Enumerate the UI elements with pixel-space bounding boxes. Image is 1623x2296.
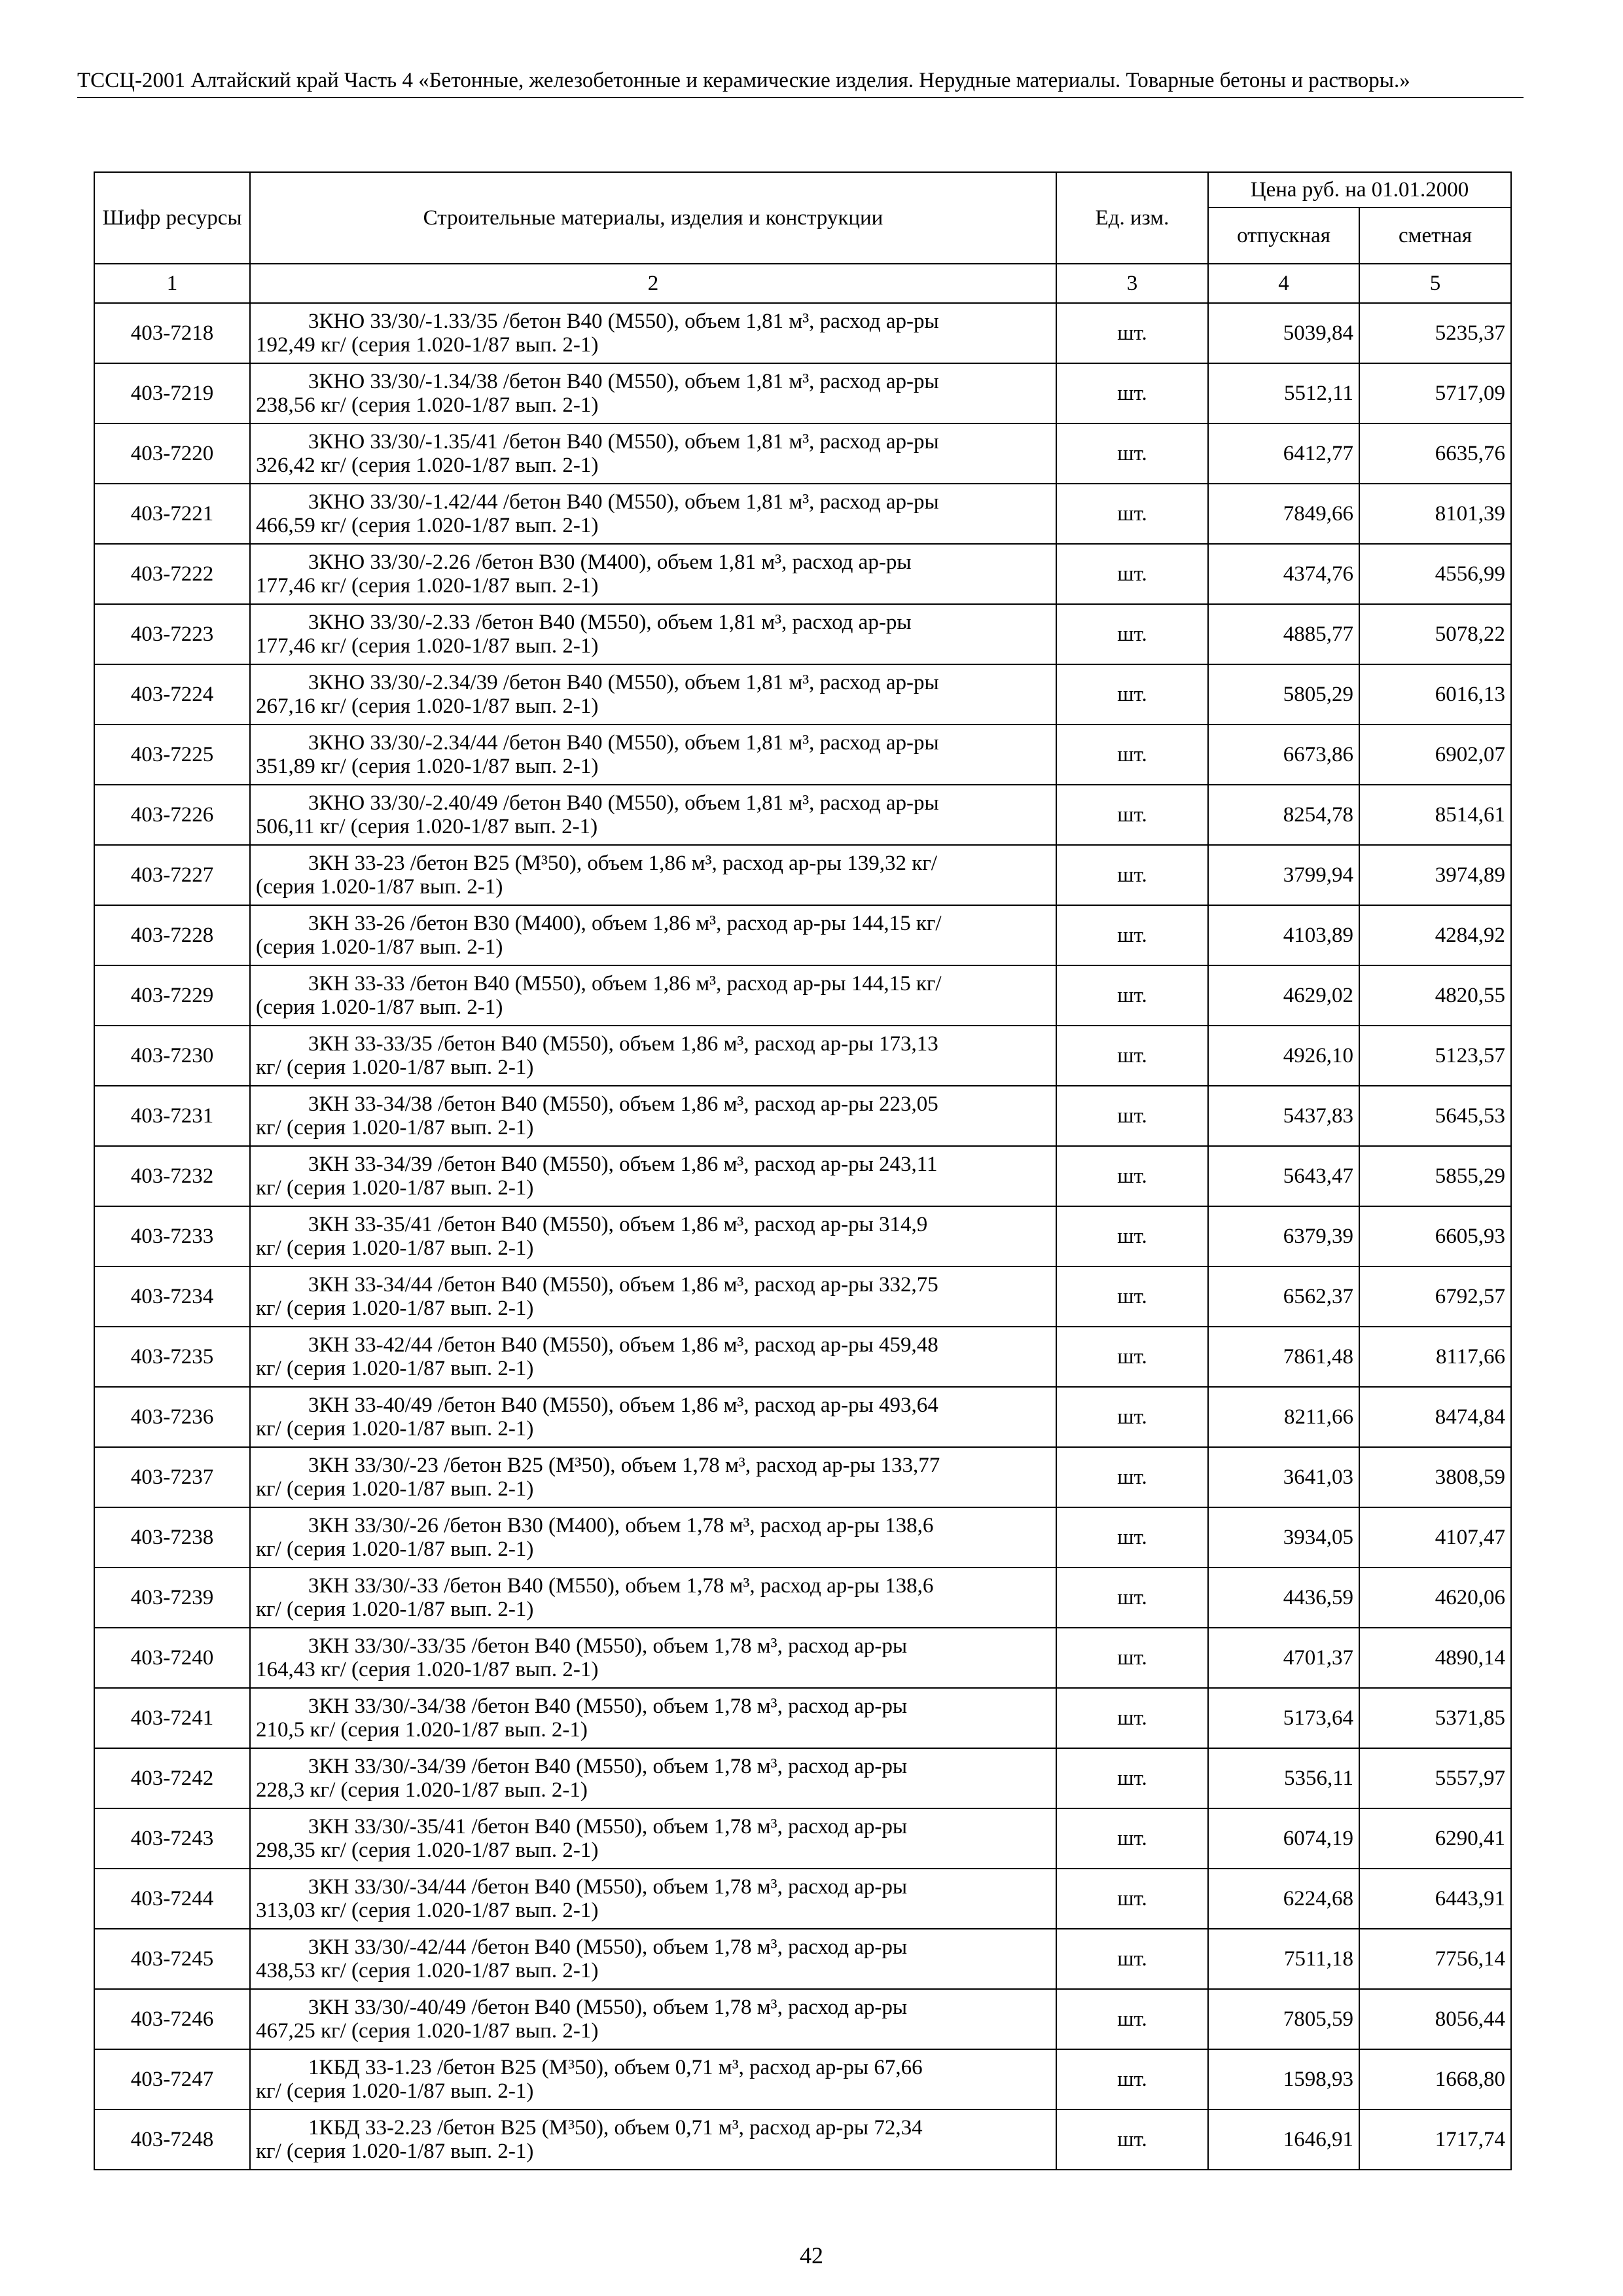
release-price: 5356,11 — [1208, 1748, 1359, 1808]
description-line: 3КН 33-42/44 /бетон В40 (М550), объем 1,86 м³, расход ар-ры 459,48 — [308, 1333, 938, 1357]
table-row — [94, 725, 1511, 785]
unit-of-measure: шт. — [1056, 845, 1208, 905]
unit-of-measure: шт. — [1056, 484, 1208, 544]
description-line: 3КН 33/30/-34/38 /бетон В40 (М550), объем 1,78 м³, расход ар-ры — [308, 1695, 908, 1718]
estimate-price: 3974,89 — [1359, 845, 1511, 905]
header-unit: Ед. изм. — [1056, 172, 1208, 264]
estimate-price: 5557,97 — [1359, 1748, 1511, 1808]
estimate-price: 4620,06 — [1359, 1568, 1511, 1628]
unit-of-measure: шт. — [1056, 1989, 1208, 2049]
description-line: 238,56 кг/ (серия 1.020-1/87 вып. 2-1) — [256, 393, 599, 417]
unit-of-measure: шт. — [1056, 1869, 1208, 1929]
resource-code: 403-7240 — [94, 1628, 250, 1688]
release-price: 4436,59 — [1208, 1568, 1359, 1628]
resource-code: 403-7244 — [94, 1869, 250, 1929]
table-row — [94, 2049, 1511, 2109]
description-line: 228,3 кг/ (серия 1.020-1/87 вып. 2-1) — [256, 1778, 588, 1802]
description-line: кг/ (серия 1.020-1/87 вып. 2-1) — [256, 1297, 534, 1320]
table-row — [94, 1146, 1511, 1206]
unit-of-measure: шт. — [1056, 664, 1208, 725]
estimate-price: 8117,66 — [1359, 1327, 1511, 1387]
description-line: 3КН 33/30/-33 /бетон В40 (М550), объем 1,78 м³, расход ар-ры 138,6 — [308, 1574, 934, 1598]
unit-of-measure: шт. — [1056, 1507, 1208, 1568]
estimate-price: 8101,39 — [1359, 484, 1511, 544]
resource-code: 403-7229 — [94, 965, 250, 1026]
unit-of-measure: шт. — [1056, 1086, 1208, 1146]
description-line: 177,46 кг/ (серия 1.020-1/87 вып. 2-1) — [256, 574, 599, 598]
resource-code: 403-7246 — [94, 1989, 250, 2049]
column-number: 5 — [1359, 264, 1511, 303]
material-description — [250, 1327, 1056, 1387]
material-description — [250, 1206, 1056, 1266]
description-line: (серия 1.020-1/87 вып. 2-1) — [256, 875, 503, 899]
description-line: 3КНО 33/30/-1.34/38 /бетон В40 (М550), объем 1,81 м³, расход ар-ры — [308, 370, 939, 393]
estimate-price: 8514,61 — [1359, 785, 1511, 845]
unit-of-measure: шт. — [1056, 1568, 1208, 1628]
estimate-price: 5645,53 — [1359, 1086, 1511, 1146]
resource-code: 403-7224 — [94, 664, 250, 725]
header-name: Строительные материалы, изделия и конструкции — [250, 172, 1056, 264]
table-row — [94, 1929, 1511, 1989]
header-price: Цена руб. на 01.01.2000 — [1208, 172, 1511, 207]
resource-code: 403-7226 — [94, 785, 250, 845]
description-line: 3КН 33/30/-26 /бетон В30 (М400), объем 1,78 м³, расход ар-ры 138,6 — [308, 1514, 934, 1537]
table-row — [94, 1748, 1511, 1808]
table-row — [94, 845, 1511, 905]
table-row — [94, 1026, 1511, 1086]
unit-of-measure: шт. — [1056, 544, 1208, 604]
table-row — [94, 1808, 1511, 1869]
resource-code: 403-7232 — [94, 1146, 250, 1206]
column-number: 4 — [1208, 264, 1359, 303]
table-row — [94, 363, 1511, 423]
resource-code: 403-7220 — [94, 423, 250, 484]
unit-of-measure: шт. — [1056, 1688, 1208, 1748]
description-line: 3КН 33-33 /бетон В40 (М550), объем 1,86 м³, расход ар-ры 144,15 кг/ — [308, 972, 942, 996]
material-description — [250, 484, 1056, 544]
release-price: 7805,59 — [1208, 1989, 1359, 2049]
unit-of-measure: шт. — [1056, 303, 1208, 363]
estimate-price: 1668,80 — [1359, 2049, 1511, 2109]
resource-code: 403-7227 — [94, 845, 250, 905]
resource-code: 403-7238 — [94, 1507, 250, 1568]
resource-code: 403-7225 — [94, 725, 250, 785]
table-row — [94, 1086, 1511, 1146]
price-table — [94, 171, 1512, 2170]
description-line: 466,59 кг/ (серия 1.020-1/87 вып. 2-1) — [256, 514, 599, 537]
release-price: 6562,37 — [1208, 1266, 1359, 1327]
table-row — [94, 1568, 1511, 1628]
description-line: 3КН 33/30/-33/35 /бетон В40 (М550), объем 1,78 м³, расход ар-ры — [308, 1634, 908, 1658]
description-line: кг/ (серия 1.020-1/87 вып. 2-1) — [256, 1176, 534, 1200]
release-price: 1646,91 — [1208, 2109, 1359, 2170]
resource-code: 403-7237 — [94, 1447, 250, 1507]
release-price: 5805,29 — [1208, 664, 1359, 725]
resource-code: 403-7223 — [94, 604, 250, 664]
estimate-price: 6635,76 — [1359, 423, 1511, 484]
release-price: 5039,84 — [1208, 303, 1359, 363]
material-description — [250, 725, 1056, 785]
resource-code: 403-7242 — [94, 1748, 250, 1808]
description-line: 3КН 33-26 /бетон В30 (М400), объем 1,86 м³, расход ар-ры 144,15 кг/ — [308, 912, 942, 935]
description-line: 3КН 33-33/35 /бетон В40 (М550), объем 1,86 м³, расход ар-ры 173,13 — [308, 1032, 938, 1056]
description-line: 1КБД 33-1.23 /бетон В25 (М³50), объем 0,71 м³, расход ар-ры 67,66 — [308, 2056, 923, 2079]
unit-of-measure: шт. — [1056, 363, 1208, 423]
material-description — [250, 1026, 1056, 1086]
description-line: 3КН 33-23 /бетон В25 (М³50), объем 1,86 м³, расход ар-ры 139,32 кг/ — [308, 852, 937, 875]
release-price: 7849,66 — [1208, 484, 1359, 544]
material-description — [250, 544, 1056, 604]
estimate-price: 6443,91 — [1359, 1869, 1511, 1929]
description-line: 3КНО 33/30/-2.34/44 /бетон В40 (М550), объем 1,81 м³, расход ар-ры — [308, 731, 939, 755]
description-line: 164,43 кг/ (серия 1.020-1/87 вып. 2-1) — [256, 1658, 599, 1681]
description-line: 3КНО 33/30/-1.42/44 /бетон В40 (М550), объем 1,81 м³, расход ар-ры — [308, 490, 939, 514]
material-description — [250, 1146, 1056, 1206]
estimate-price: 6792,57 — [1359, 1266, 1511, 1327]
header-release-price: отпускная — [1208, 207, 1359, 264]
table-row — [94, 1869, 1511, 1929]
table-row — [94, 664, 1511, 725]
material-description — [250, 423, 1056, 484]
table-row — [94, 1507, 1511, 1568]
estimate-price: 5123,57 — [1359, 1026, 1511, 1086]
release-price: 7861,48 — [1208, 1327, 1359, 1387]
resource-code: 403-7235 — [94, 1327, 250, 1387]
release-price: 3934,05 — [1208, 1507, 1359, 1568]
estimate-price: 5855,29 — [1359, 1146, 1511, 1206]
table-row — [94, 1989, 1511, 2049]
estimate-price: 4890,14 — [1359, 1628, 1511, 1688]
table-row — [94, 1387, 1511, 1447]
material-description — [250, 1628, 1056, 1688]
release-price: 4885,77 — [1208, 604, 1359, 664]
table-row — [94, 905, 1511, 965]
resource-code: 403-7234 — [94, 1266, 250, 1327]
release-price: 3641,03 — [1208, 1447, 1359, 1507]
header-estimate-price: сметная — [1359, 207, 1511, 264]
resource-code: 403-7245 — [94, 1929, 250, 1989]
description-line: 3КНО 33/30/-2.33 /бетон В40 (М550), объем 1,81 м³, расход ар-ры — [308, 611, 912, 634]
description-line: 298,35 кг/ (серия 1.020-1/87 вып. 2-1) — [256, 1839, 599, 1862]
estimate-price: 5078,22 — [1359, 604, 1511, 664]
unit-of-measure: шт. — [1056, 2049, 1208, 2109]
description-line: 3КН 33-34/39 /бетон В40 (М550), объем 1,86 м³, расход ар-ры 243,11 — [308, 1153, 938, 1176]
table-row — [94, 1628, 1511, 1688]
resource-code: 403-7221 — [94, 484, 250, 544]
material-description — [250, 2049, 1056, 2109]
description-line: кг/ (серия 1.020-1/87 вып. 2-1) — [256, 1056, 534, 1079]
release-price: 8254,78 — [1208, 785, 1359, 845]
unit-of-measure: шт. — [1056, 965, 1208, 1026]
description-line: кг/ (серия 1.020-1/87 вып. 2-1) — [256, 1236, 534, 1260]
resource-code: 403-7231 — [94, 1086, 250, 1146]
unit-of-measure: шт. — [1056, 785, 1208, 845]
description-line: 3КНО 33/30/-2.26 /бетон В30 (М400), объем 1,81 м³, расход ар-ры — [308, 550, 912, 574]
release-price: 8211,66 — [1208, 1387, 1359, 1447]
table-row — [94, 1206, 1511, 1266]
estimate-price: 5371,85 — [1359, 1688, 1511, 1748]
description-line: 3КНО 33/30/-1.33/35 /бетон В40 (М550), объем 1,81 м³, расход ар-ры — [308, 310, 939, 333]
material-description — [250, 1447, 1056, 1507]
resource-code: 403-7228 — [94, 905, 250, 965]
description-line: 267,16 кг/ (серия 1.020-1/87 вып. 2-1) — [256, 694, 599, 718]
resource-code: 403-7236 — [94, 1387, 250, 1447]
description-line: 313,03 кг/ (серия 1.020-1/87 вып. 2-1) — [256, 1899, 599, 1922]
description-line: 1КБД 33-2.23 /бетон В25 (М³50), объем 0,71 м³, расход ар-ры 72,34 — [308, 2116, 923, 2140]
description-line: 467,25 кг/ (серия 1.020-1/87 вып. 2-1) — [256, 2019, 599, 2043]
column-number: 1 — [94, 264, 250, 303]
description-line: 210,5 кг/ (серия 1.020-1/87 вып. 2-1) — [256, 1718, 588, 1742]
material-description — [250, 1387, 1056, 1447]
table-row — [94, 1447, 1511, 1507]
release-price: 7511,18 — [1208, 1929, 1359, 1989]
material-description — [250, 1808, 1056, 1869]
description-line: 3КН 33/30/-40/49 /бетон В40 (М550), объем 1,78 м³, расход ар-ры — [308, 1996, 908, 2019]
unit-of-measure: шт. — [1056, 1206, 1208, 1266]
description-line: кг/ (серия 1.020-1/87 вып. 2-1) — [256, 1477, 534, 1501]
resource-code: 403-7247 — [94, 2049, 250, 2109]
description-line: кг/ (серия 1.020-1/87 вып. 2-1) — [256, 1116, 534, 1139]
unit-of-measure: шт. — [1056, 1026, 1208, 1086]
resource-code: 403-7222 — [94, 544, 250, 604]
unit-of-measure: шт. — [1056, 1327, 1208, 1387]
resource-code: 403-7230 — [94, 1026, 250, 1086]
table-row — [94, 1266, 1511, 1327]
description-line: 3КН 33/30/-35/41 /бетон В40 (М550), объем 1,78 м³, расход ар-ры — [308, 1815, 908, 1839]
resource-code: 403-7241 — [94, 1688, 250, 1748]
estimate-price: 6902,07 — [1359, 725, 1511, 785]
description-line: (серия 1.020-1/87 вып. 2-1) — [256, 935, 503, 959]
unit-of-measure: шт. — [1056, 1387, 1208, 1447]
page-number: 42 — [800, 2242, 823, 2269]
material-description — [250, 363, 1056, 423]
estimate-price: 7756,14 — [1359, 1929, 1511, 1989]
description-line: кг/ (серия 1.020-1/87 вып. 2-1) — [256, 2079, 534, 2103]
estimate-price: 6016,13 — [1359, 664, 1511, 725]
estimate-price: 8474,84 — [1359, 1387, 1511, 1447]
description-line: кг/ (серия 1.020-1/87 вып. 2-1) — [256, 1417, 534, 1441]
unit-of-measure: шт. — [1056, 1808, 1208, 1869]
unit-of-measure: шт. — [1056, 1628, 1208, 1688]
release-price: 4701,37 — [1208, 1628, 1359, 1688]
column-number: 2 — [250, 264, 1056, 303]
table-row — [94, 423, 1511, 484]
release-price: 5643,47 — [1208, 1146, 1359, 1206]
estimate-price: 8056,44 — [1359, 1989, 1511, 2049]
table-row — [94, 1327, 1511, 1387]
release-price: 6379,39 — [1208, 1206, 1359, 1266]
material-description — [250, 1688, 1056, 1748]
estimate-price: 4820,55 — [1359, 965, 1511, 1026]
description-line: кг/ (серия 1.020-1/87 вып. 2-1) — [256, 1357, 534, 1380]
material-description — [250, 845, 1056, 905]
description-line: кг/ (серия 1.020-1/87 вып. 2-1) — [256, 1598, 534, 1621]
material-description — [250, 604, 1056, 664]
resource-code: 403-7243 — [94, 1808, 250, 1869]
description-line: 3КН 33/30/-34/44 /бетон В40 (М550), объем 1,78 м³, расход ар-ры — [308, 1875, 908, 1899]
release-price: 3799,94 — [1208, 845, 1359, 905]
table-row — [94, 303, 1511, 363]
resource-code: 403-7248 — [94, 2109, 250, 2170]
description-line: 3КНО 33/30/-2.40/49 /бетон В40 (М550), объем 1,81 м³, расход ар-ры — [308, 791, 939, 815]
description-line: 3КН 33-40/49 /бетон В40 (М550), объем 1,86 м³, расход ар-ры 493,64 — [308, 1393, 938, 1417]
estimate-price: 6605,93 — [1359, 1206, 1511, 1266]
material-description — [250, 1989, 1056, 2049]
description-line: кг/ (серия 1.020-1/87 вып. 2-1) — [256, 2140, 534, 2163]
material-description — [250, 1568, 1056, 1628]
table-row — [94, 1688, 1511, 1748]
description-line: кг/ (серия 1.020-1/87 вып. 2-1) — [256, 1537, 534, 1561]
description-line: 3КНО 33/30/-1.35/41 /бетон В40 (М550), объем 1,81 м³, расход ар-ры — [308, 430, 939, 454]
release-price: 6224,68 — [1208, 1869, 1359, 1929]
unit-of-measure: шт. — [1056, 1146, 1208, 1206]
description-line: 177,46 кг/ (серия 1.020-1/87 вып. 2-1) — [256, 634, 599, 658]
material-description — [250, 905, 1056, 965]
table-row — [94, 604, 1511, 664]
table-row — [94, 2109, 1511, 2170]
release-price: 4374,76 — [1208, 544, 1359, 604]
description-line: 326,42 кг/ (серия 1.020-1/87 вып. 2-1) — [256, 454, 599, 477]
unit-of-measure: шт. — [1056, 604, 1208, 664]
unit-of-measure: шт. — [1056, 2109, 1208, 2170]
estimate-price: 5717,09 — [1359, 363, 1511, 423]
material-description — [250, 1266, 1056, 1327]
estimate-price: 4556,99 — [1359, 544, 1511, 604]
estimate-price: 5235,37 — [1359, 303, 1511, 363]
estimate-price: 4107,47 — [1359, 1507, 1511, 1568]
description-line: 3КН 33/30/-23 /бетон В25 (М³50), объем 1,78 м³, расход ар-ры 133,77 — [308, 1454, 940, 1477]
table-row — [94, 785, 1511, 845]
material-description — [250, 1748, 1056, 1808]
description-line: 3КНО 33/30/-2.34/39 /бетон В40 (М550), объем 1,81 м³, расход ар-ры — [308, 671, 939, 694]
release-price: 6673,86 — [1208, 725, 1359, 785]
resource-code: 403-7219 — [94, 363, 250, 423]
unit-of-measure: шт. — [1056, 1929, 1208, 1989]
estimate-price: 1717,74 — [1359, 2109, 1511, 2170]
unit-of-measure: шт. — [1056, 1748, 1208, 1808]
table-row — [94, 544, 1511, 604]
material-description — [250, 2109, 1056, 2170]
unit-of-measure: шт. — [1056, 423, 1208, 484]
column-number: 3 — [1056, 264, 1208, 303]
document-header: ТССЦ-2001 Алтайский край Часть 4 «Бетонные, железобетонные и керамические изделия. Нерудные материалы. Товарные бетоны и растворы.» — [77, 68, 1524, 98]
release-price: 4926,10 — [1208, 1026, 1359, 1086]
estimate-price: 6290,41 — [1359, 1808, 1511, 1869]
release-price: 5173,64 — [1208, 1688, 1359, 1748]
description-line: 351,89 кг/ (серия 1.020-1/87 вып. 2-1) — [256, 755, 599, 778]
release-price: 1598,93 — [1208, 2049, 1359, 2109]
description-line: 3КН 33/30/-34/39 /бетон В40 (М550), объем 1,78 м³, расход ар-ры — [308, 1755, 908, 1778]
description-line: 3КН 33-34/38 /бетон В40 (М550), объем 1,86 м³, расход ар-ры 223,05 — [308, 1092, 938, 1116]
material-description — [250, 785, 1056, 845]
estimate-price: 4284,92 — [1359, 905, 1511, 965]
estimate-price: 3808,59 — [1359, 1447, 1511, 1507]
description-line: 438,53 кг/ (серия 1.020-1/87 вып. 2-1) — [256, 1959, 599, 1982]
release-price: 4103,89 — [1208, 905, 1359, 965]
header-code: Шифр ресурсы — [94, 172, 250, 264]
material-description — [250, 965, 1056, 1026]
material-description — [250, 1929, 1056, 1989]
resource-code: 403-7218 — [94, 303, 250, 363]
material-description — [250, 303, 1056, 363]
resource-code: 403-7233 — [94, 1206, 250, 1266]
table-row — [94, 484, 1511, 544]
table-row — [94, 965, 1511, 1026]
material-description — [250, 664, 1056, 725]
material-description — [250, 1869, 1056, 1929]
release-price: 5437,83 — [1208, 1086, 1359, 1146]
description-line: (серия 1.020-1/87 вып. 2-1) — [256, 996, 503, 1019]
release-price: 4629,02 — [1208, 965, 1359, 1026]
description-line: 192,49 кг/ (серия 1.020-1/87 вып. 2-1) — [256, 333, 599, 357]
unit-of-measure: шт. — [1056, 725, 1208, 785]
unit-of-measure: шт. — [1056, 1447, 1208, 1507]
material-description — [250, 1086, 1056, 1146]
material-description — [250, 1507, 1056, 1568]
description-line: 506,11 кг/ (серия 1.020-1/87 вып. 2-1) — [256, 815, 598, 838]
release-price: 6074,19 — [1208, 1808, 1359, 1869]
description-line: 3КН 33-34/44 /бетон В40 (М550), объем 1,86 м³, расход ар-ры 332,75 — [308, 1273, 938, 1297]
resource-code: 403-7239 — [94, 1568, 250, 1628]
release-price: 5512,11 — [1208, 363, 1359, 423]
release-price: 6412,77 — [1208, 423, 1359, 484]
description-line: 3КН 33-35/41 /бетон В40 (М550), объем 1,86 м³, расход ар-ры 314,9 — [308, 1213, 928, 1236]
unit-of-measure: шт. — [1056, 905, 1208, 965]
unit-of-measure: шт. — [1056, 1266, 1208, 1327]
description-line: 3КН 33/30/-42/44 /бетон В40 (М550), объем 1,78 м³, расход ар-ры — [308, 1935, 908, 1959]
